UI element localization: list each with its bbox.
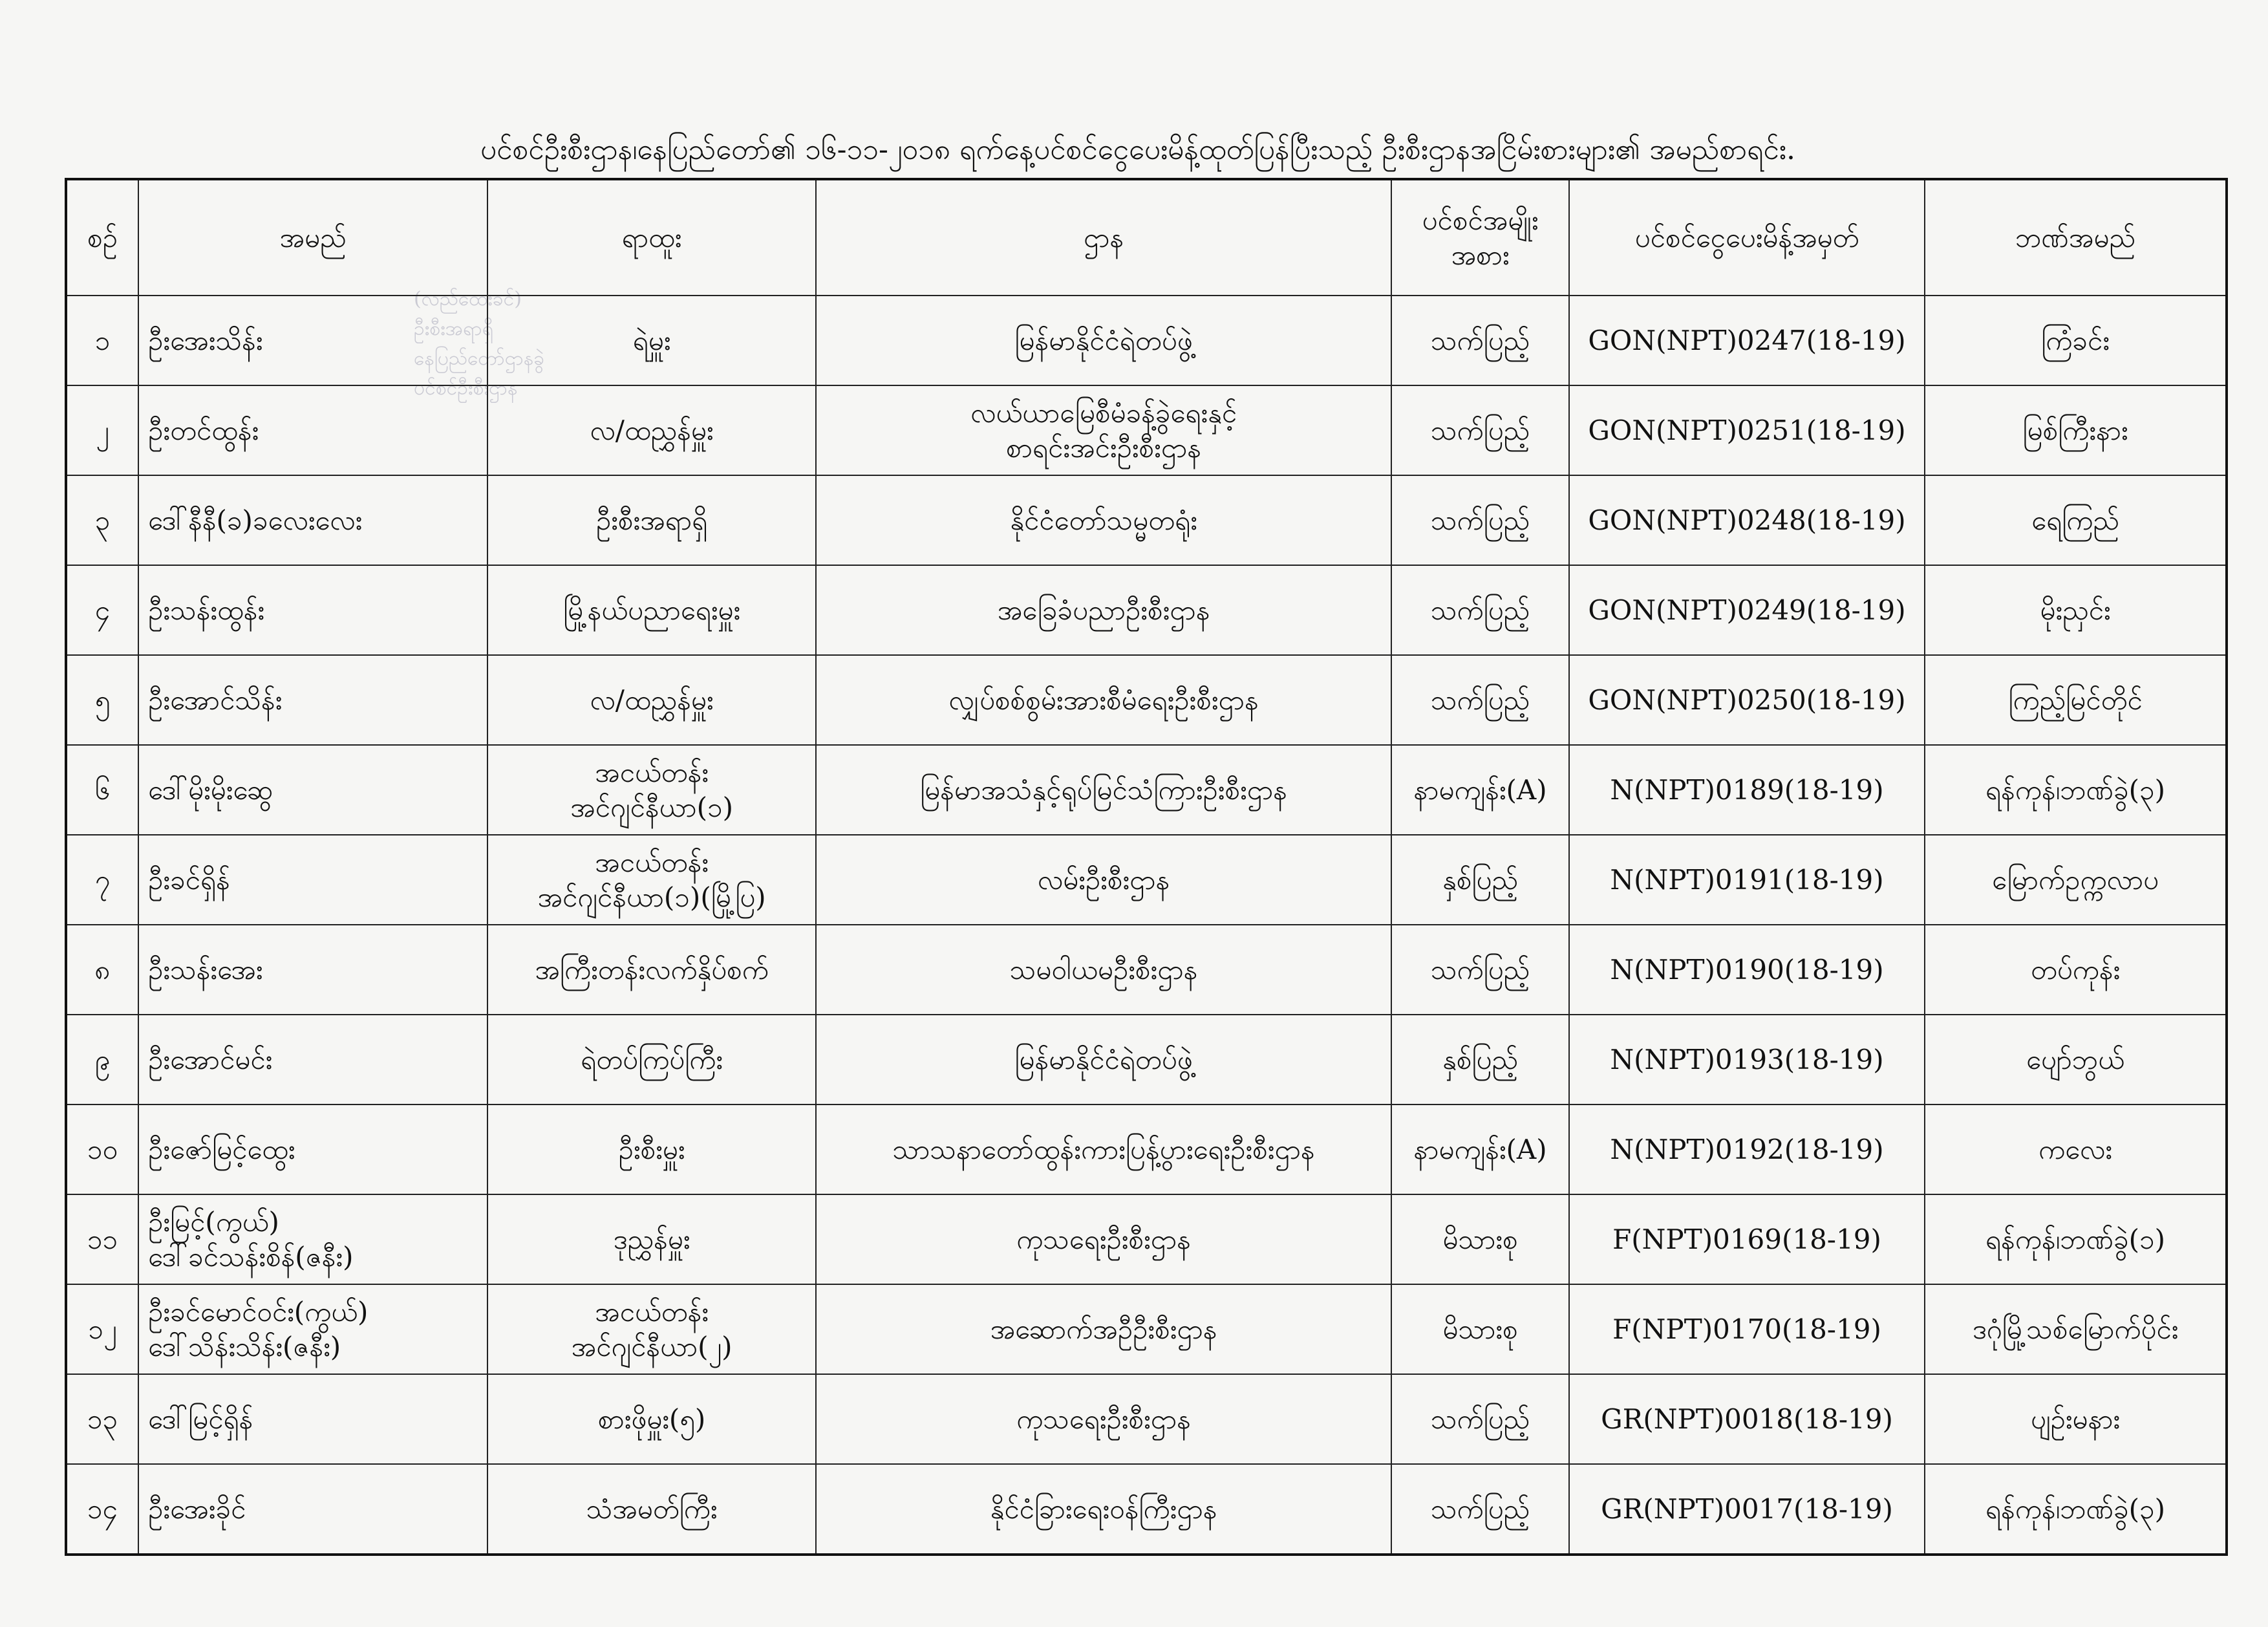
cell-position: မြို့နယ်ပညာရေးမှူး <box>487 565 816 655</box>
table-row <box>66 1374 2227 1464</box>
cell-pension-type: နှစ်ပြည့် <box>1391 835 1569 925</box>
cell-pension-type: နှစ်ပြည့် <box>1391 1015 1569 1104</box>
cell-order-no: N(NPT)0189(18-19) <box>1569 745 1925 835</box>
cell-pension-type: သက်ပြည့် <box>1391 1464 1569 1555</box>
cell-name: ဦးသန်းအေး <box>138 925 487 1015</box>
cell-bank: ကြည့်မြင်တိုင် <box>1925 655 2227 745</box>
table-row <box>66 655 2227 745</box>
cell-name: ဦးအေးသိန်း <box>138 296 487 385</box>
cell-department: အဆောက်အဦဦးစီးဌာန <box>816 1284 1391 1374</box>
table-row <box>66 1464 2227 1555</box>
pension-records-table <box>65 178 2228 1556</box>
cell-name: ဒေါ်နီနီ(ခ)ခလေးလေး <box>138 475 487 565</box>
table-row <box>66 925 2227 1015</box>
cell-order-no: GON(NPT)0250(18-19) <box>1569 655 1925 745</box>
cell-no: ၁၃ <box>66 1374 138 1464</box>
cell-pension-type: သက်ပြည့် <box>1391 655 1569 745</box>
cell-name: ဦးသန်းထွန်း <box>138 565 487 655</box>
cell-position: စားဖိုမှူး(၅) <box>487 1374 816 1464</box>
cell-bank: ဒဂုံမြို့သစ်မြောက်ပိုင်း <box>1925 1284 2227 1374</box>
cell-order-no: N(NPT)0191(18-19) <box>1569 835 1925 925</box>
cell-position: ရဲမှူး <box>487 296 816 385</box>
cell-pension-type: သက်ပြည့် <box>1391 565 1569 655</box>
cell-pension-type: သက်ပြည့် <box>1391 925 1569 1015</box>
cell-no: ၆ <box>66 745 138 835</box>
cell-department: မြန်မာနိုင်ငံရဲတပ်ဖွဲ့ <box>816 296 1391 385</box>
cell-position: ဦးစီးမှူး <box>487 1104 816 1194</box>
cell-department: လမ်းဦးစီးဌာန <box>816 835 1391 925</box>
cell-pension-type: နာမကျန်း(A) <box>1391 1104 1569 1194</box>
cell-bank: ရန်ကုန်၊ဘဏ်ခွဲ(၃) <box>1925 1464 2227 1555</box>
header-order-no: ပင်စင်ငွေပေးမိန့်အမှတ် <box>1569 179 1925 296</box>
cell-no: ၇ <box>66 835 138 925</box>
cell-position: ဒုညွှန်မှူး <box>487 1194 816 1284</box>
table-row <box>66 835 2227 925</box>
cell-name: ဦးဇော်မြင့်ထွေး <box>138 1104 487 1194</box>
cell-order-no: GON(NPT)0247(18-19) <box>1569 296 1925 385</box>
cell-order-no: GON(NPT)0249(18-19) <box>1569 565 1925 655</box>
cell-position: အကြီးတန်းလက်နှိပ်စက် <box>487 925 816 1015</box>
cell-pension-type: သက်ပြည့် <box>1391 385 1569 475</box>
cell-bank: တပ်ကုန်း <box>1925 925 2227 1015</box>
cell-department: သာသနာတော်ထွန်းကားပြန့်ပွားရေးဦးစီးဌာန <box>816 1104 1391 1194</box>
header-no: စဉ် <box>66 179 138 296</box>
stamp-line: ဦးစီးအရာရှိ <box>414 318 494 340</box>
cell-bank: ရန်ကုန်၊ဘဏ်ခွဲ(၃) <box>1925 745 2227 835</box>
table-header-row <box>66 179 2227 296</box>
cell-no: ၂ <box>66 385 138 475</box>
cell-name: ဦးအောင်မင်း <box>138 1015 487 1104</box>
cell-no: ၄ <box>66 565 138 655</box>
cell-order-no: GON(NPT)0251(18-19) <box>1569 385 1925 475</box>
cell-position: လ/ထညွှန်မှူး <box>487 655 816 745</box>
cell-bank: ကလေး <box>1925 1104 2227 1194</box>
cell-name: ဦးတင်ထွန်း <box>138 385 487 475</box>
cell-position: သံအမတ်ကြီး <box>487 1464 816 1555</box>
cell-name: ဦးခင်ရှိန် <box>138 835 487 925</box>
cell-bank: မြစ်ကြီးနား <box>1925 385 2227 475</box>
cell-department: နိုင်ငံတော်သမ္မတရုံး <box>816 475 1391 565</box>
header-bank: ဘဏ်အမည် <box>1925 179 2227 296</box>
cell-bank: မိုးညှင်း <box>1925 565 2227 655</box>
cell-position: အငယ်တန်း အင်ဂျင်နီယာ(၁) <box>487 745 816 835</box>
cell-bank: ပျော်ဘွယ် <box>1925 1015 2227 1104</box>
cell-pension-type: သက်ပြည့် <box>1391 1374 1569 1464</box>
header-pension-type: ပင်စင်အမျိုးအစား <box>1391 179 1569 296</box>
cell-position: လ/ထညွှန်မှူး <box>487 385 816 475</box>
cell-department: အခြေခံပညာဦးစီးဌာန <box>816 565 1391 655</box>
cell-department: မြန်မာနိုင်ငံရဲတပ်ဖွဲ့ <box>816 1015 1391 1104</box>
header-name: အမည် <box>138 179 487 296</box>
cell-position: ရဲတပ်ကြပ်ကြီး <box>487 1015 816 1104</box>
cell-bank: ကြံခင်း <box>1925 296 2227 385</box>
cell-order-no: F(NPT)0170(18-19) <box>1569 1284 1925 1374</box>
header-department: ဌာန <box>816 179 1391 296</box>
cell-pension-type: သက်ပြည့် <box>1391 296 1569 385</box>
cell-no: ၉ <box>66 1015 138 1104</box>
cell-no: ၁ <box>66 296 138 385</box>
cell-department: ကုသရေးဦးစီးဌာန <box>816 1374 1391 1464</box>
cell-no: ၈ <box>66 925 138 1015</box>
cell-name: ဒေါ်မိုးမိုးဆွေ <box>138 745 487 835</box>
table-row <box>66 1284 2227 1374</box>
cell-no: ၃ <box>66 475 138 565</box>
cell-order-no: F(NPT)0169(18-19) <box>1569 1194 1925 1284</box>
cell-order-no: N(NPT)0193(18-19) <box>1569 1015 1925 1104</box>
cell-pension-type: သက်ပြည့် <box>1391 475 1569 565</box>
cell-pension-type: နာမကျန်း(A) <box>1391 745 1569 835</box>
table-row <box>66 565 2227 655</box>
cell-no: ၁၄ <box>66 1464 138 1555</box>
cell-bank: ရန်ကုန်၊ဘဏ်ခွဲ(၁) <box>1925 1194 2227 1284</box>
cell-bank: ပျဉ်းမနား <box>1925 1374 2227 1464</box>
cell-name: ဦးမြင့်(ကွယ်) ဒေါ်ခင်သန်းစိန်(ဇနီး) <box>138 1194 487 1284</box>
page-title: ပင်စင်ဦးစီးဌာန၊နေပြည်တော်၏ ၁၆-၁၁-၂၀၁၈ ရက်နေ့ပင်စင်ငွေပေးမိန့်ထုတ်ပြန်ပြီးသည့် ဦးစီးဌာနအငြိမ်းစားများ၏ အမည်စာရင်း. <box>480 133 1795 166</box>
cell-department: သမဝါယမဦးစီးဌာန <box>816 925 1391 1015</box>
table-row <box>66 296 2227 385</box>
table-row <box>66 1104 2227 1194</box>
cell-order-no: N(NPT)0192(18-19) <box>1569 1104 1925 1194</box>
cell-department: လျှပ်စစ်စွမ်းအားစီမံရေးဦးစီးဌာန <box>816 655 1391 745</box>
cell-no: ၁၁ <box>66 1194 138 1284</box>
cell-position: အငယ်တန်း အင်ဂျင်နီယာ(၂) <box>487 1284 816 1374</box>
cell-order-no: GR(NPT)0017(18-19) <box>1569 1464 1925 1555</box>
cell-order-no: GR(NPT)0018(18-19) <box>1569 1374 1925 1464</box>
cell-name: ဦးခင်မောင်ဝင်း(ကွယ်) ဒေါ်သိန်းသိန်း(ဇနီး) <box>138 1284 487 1374</box>
cell-name: ဦးအေးခိုင် <box>138 1464 487 1555</box>
table-row <box>66 745 2227 835</box>
cell-department: လယ်ယာမြေစီမံခန့်ခွဲရေးနှင့် စာရင်းအင်းဦးစီးဌာန <box>816 385 1391 475</box>
cell-order-no: N(NPT)0190(18-19) <box>1569 925 1925 1015</box>
cell-pension-type: မိသားစု <box>1391 1284 1569 1374</box>
cell-no: ၁၂ <box>66 1284 138 1374</box>
table-row <box>66 1015 2227 1104</box>
cell-no: ၁၀ <box>66 1104 138 1194</box>
cell-bank: မြောက်ဥက္ကလာပ <box>1925 835 2227 925</box>
stamp-line: (လည်ထေးခင်) <box>414 288 522 310</box>
stamp-line: နေပြည်တော်ဌာနခွဲ <box>414 347 545 370</box>
cell-position: အငယ်တန်း အင်ဂျင်နီယာ(၁)(မြို့ပြ) <box>487 835 816 925</box>
table-row <box>66 475 2227 565</box>
cell-department: မြန်မာအသံနှင့်ရုပ်မြင်သံကြားဦးစီးဌာန <box>816 745 1391 835</box>
table-row <box>66 1194 2227 1284</box>
cell-pension-type: မိသားစု <box>1391 1194 1569 1284</box>
table-body <box>66 296 2227 1555</box>
table-row <box>66 385 2227 475</box>
stamp-line: ပင်စင်ဦးစီးဌာန <box>414 377 518 400</box>
cell-department: နိုင်ငံခြားရေးဝန်ကြီးဌာန <box>816 1464 1391 1555</box>
cell-order-no: GON(NPT)0248(18-19) <box>1569 475 1925 565</box>
cell-bank: ရေကြည် <box>1925 475 2227 565</box>
cell-no: ၅ <box>66 655 138 745</box>
cell-name: ဒေါ်မြင့်ရှိန် <box>138 1374 487 1464</box>
cell-department: ကုသရေးဦးစီးဌာန <box>816 1194 1391 1284</box>
cell-name: ဦးအောင်သိန်း <box>138 655 487 745</box>
cell-position: ဦးစီးအရာရှိ <box>487 475 816 565</box>
header-position: ရာထူး <box>487 179 816 296</box>
